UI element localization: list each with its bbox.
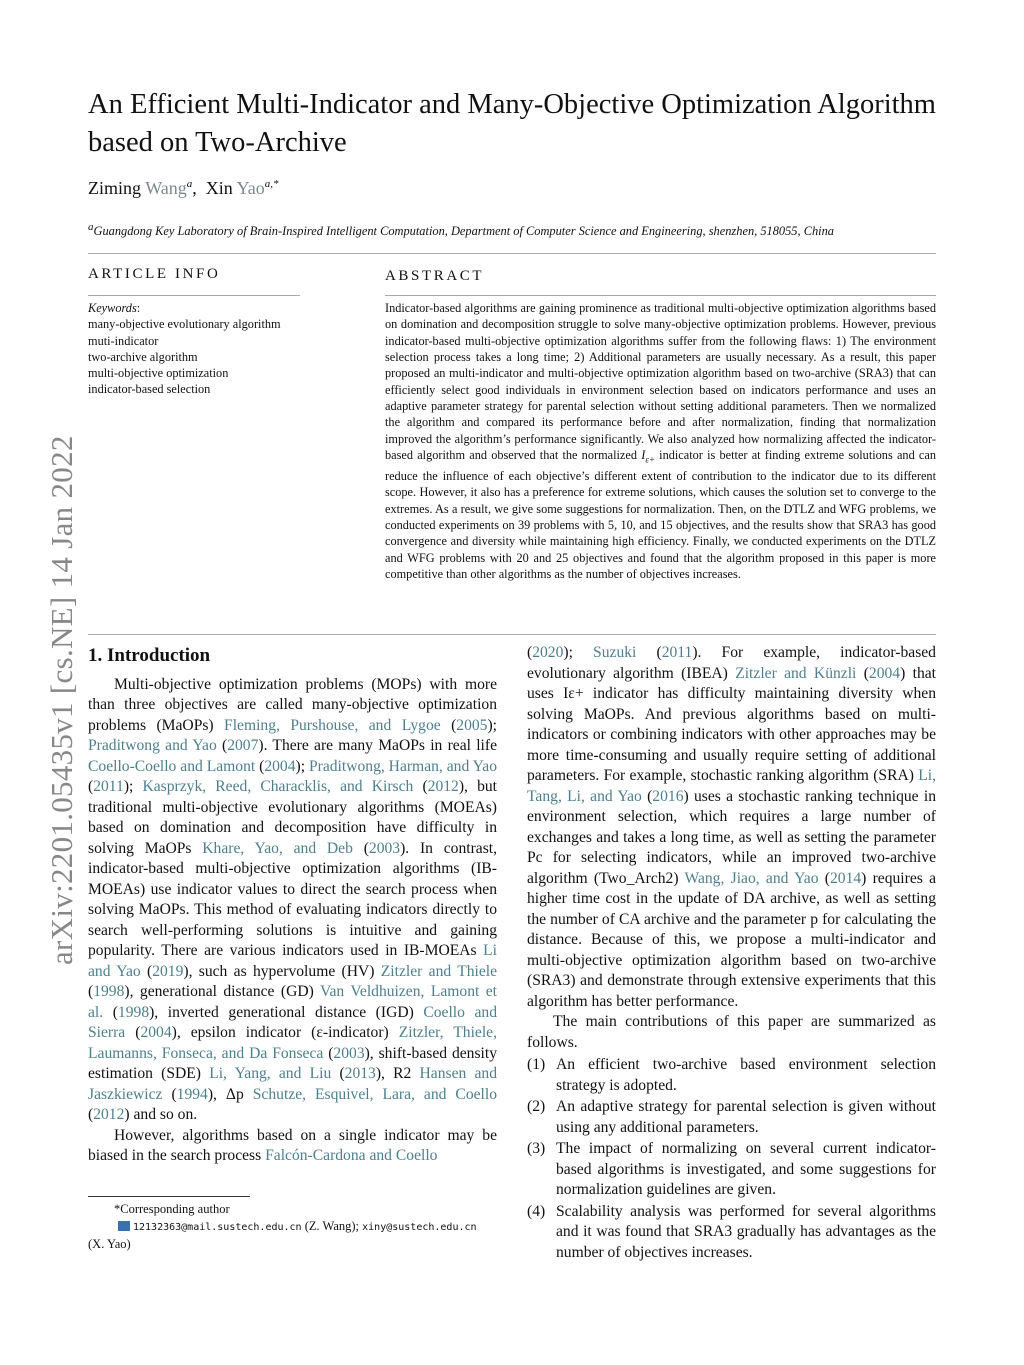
list-item	[527, 1139, 936, 1201]
email-link[interactable]: xiny@sustech.edu.cn	[362, 1222, 477, 1233]
author-sup: a	[186, 178, 193, 190]
left-column	[88, 646, 497, 1167]
text-run: ). In contrast, indicator-based multi-objective optimization algorithms (IB-MOEAs) use indicator values to direct the search process when solving MaOPs. This method of evaluating indicators directly to search well-performing solutions is intuitive and gaining popularity. There are various indicators used in IB-MOEAs	[88, 839, 498, 959]
text-run: (	[440, 716, 457, 734]
email-link[interactable]: 12132363@mail.sustech.edu.cn	[133, 1222, 302, 1233]
item-text: An efficient two-archive based environment selection strategy is adopted.	[556, 1056, 936, 1094]
citation-link[interactable]: 2004	[140, 1024, 172, 1041]
text-run: Multi-objective optimization problems (MOPs) with more than three objectives are called many-objective optimization problems (MaOPs)	[88, 675, 497, 734]
author-first: Xin	[205, 178, 233, 198]
text-run: However, algorithms based on a single indicator may be biased in the search process	[88, 1126, 497, 1164]
text-run: ) requires a higher time cost in the update of DA archive, as well as setting the number of CA archive and the parameter p for calculating the distance. Because of this, we propose a multi-indicator and multi-objective optimization algorithm based on two-archive (SRA3) and demonstrate through extensive experiments that this algorithm has better performance.	[527, 869, 936, 1010]
item-number: (2)	[527, 1098, 546, 1115]
text-run: (	[140, 962, 153, 980]
citation-link[interactable]: Zitzler and Künzli	[735, 664, 857, 682]
citation-link[interactable]: 1994	[176, 1085, 208, 1103]
divider	[88, 634, 936, 635]
text-run: ). There are many MaOPs in real life	[258, 737, 497, 754]
text-run: (	[103, 1003, 118, 1021]
text-run: ) uses a stochastic ranking technique in environment selection, which requires a large number of exchanges and takes a long time, as well as setting the parameter Pc for selecting indicators, while an improved two-archive algorithm (Two_Arch2)	[527, 787, 937, 887]
math-sub: ε+	[645, 454, 655, 465]
citation-link[interactable]: Coello and Sierra	[88, 1003, 497, 1041]
right-column	[527, 643, 936, 1264]
citation-link[interactable]: 2005	[456, 716, 488, 734]
citation-link[interactable]: 2003	[333, 1044, 365, 1062]
citation-link[interactable]: 2007	[227, 737, 259, 754]
citation-link[interactable]: 2012	[93, 1106, 125, 1123]
text-run: (	[323, 1044, 334, 1062]
citation-link[interactable]: Zitzler and Thiele	[380, 962, 498, 980]
keywords: Keywords: many-objective evolutionary algorithm muti-indicator two-archive algorithm multi-objective optimization indicator-based selection	[88, 300, 308, 398]
author-last-link[interactable]: Wang	[145, 178, 187, 198]
citation-link[interactable]: Praditwong, Harman, and Yao	[308, 757, 497, 775]
citation-link[interactable]: Li, Tang, Li, and Yao	[527, 767, 936, 805]
abstract-heading: ABSTRACT	[385, 268, 485, 284]
citation-link[interactable]: Li, Yang, and Liu	[209, 1065, 332, 1082]
arxiv-stamp: arXiv:2201.05435v1 [cs.NE] 14 Jan 2022	[44, 435, 79, 965]
text-run: ), R2	[375, 1065, 420, 1082]
text-run: ), but traditional multi-objective evolutionary algorithms (MOEAs) based on domination and decomposition have difficulty in solving MaOPs	[88, 778, 498, 857]
text-run: (	[162, 1085, 177, 1103]
citation-link[interactable]: Suzuki	[593, 644, 637, 661]
text-run: (	[255, 757, 265, 775]
abstract-text	[385, 300, 936, 582]
text-run: (	[216, 737, 228, 754]
item-number: (3)	[527, 1140, 546, 1157]
citation-link[interactable]: Van Veldhuizen, Lamont et al.	[88, 983, 498, 1021]
paragraph	[88, 675, 497, 1126]
citation-link[interactable]: 2019	[152, 962, 184, 980]
item-text: The impact of normalizing on several current indicator-based algorithms is investigated, and some suggestions for normalization guidelines are given.	[556, 1140, 936, 1198]
keyword: multi-objective optimization	[88, 366, 229, 381]
citation-link[interactable]: Schutze, Esquivel, Lara, and Coello	[252, 1085, 497, 1103]
citation-link[interactable]: 1998	[93, 983, 125, 1000]
text-run: ) and so on.	[124, 1106, 198, 1123]
text-run: );	[563, 644, 594, 661]
divider	[385, 295, 936, 296]
list-item	[527, 1097, 936, 1138]
text-run: ), shift-based density estimation (SDE)	[88, 1044, 497, 1082]
text-run: (	[413, 778, 428, 795]
citation-link[interactable]: Hansen and Jaszkiewicz	[88, 1065, 497, 1103]
citation-link[interactable]: 2012	[427, 778, 459, 795]
author-first: Ziming	[88, 178, 141, 198]
divider	[88, 295, 300, 296]
paragraph	[88, 1126, 497, 1167]
citation-link[interactable]: 2004	[868, 664, 901, 682]
footnote	[88, 1201, 508, 1253]
text-run: ), epsilon indicator (ε-indicator)	[171, 1024, 399, 1041]
citation-link[interactable]: 2011	[661, 644, 693, 661]
affiliation	[88, 221, 938, 239]
keywords-label: Keywords	[88, 301, 137, 315]
author-sup: a,*	[264, 178, 279, 190]
citation-link[interactable]: 2011	[93, 778, 124, 795]
paragraph-continued	[527, 643, 936, 1012]
citation-link[interactable]: Falcón-Cardona and Coello	[265, 1147, 438, 1164]
citation-link[interactable]: Khare, Yao, and Deb	[202, 839, 353, 857]
affil-text: Guangdong Key Laboratory of Brain-Inspired Intelligent Computation, Department of Computer Science and Engineering, shenzhen, 518055, China	[93, 224, 834, 239]
item-number: (4)	[527, 1202, 546, 1220]
text-run: ), inverted generational distance (IGD)	[149, 1003, 424, 1021]
citation-link[interactable]: Praditwong and Yao	[88, 737, 217, 754]
section-heading: 1. Introduction	[88, 645, 211, 666]
text-run: (	[856, 664, 869, 682]
corresponding-note: *Corresponding author	[114, 1202, 230, 1216]
contributions-list	[527, 1055, 936, 1263]
math-symbol: I	[641, 448, 646, 463]
citation-link[interactable]: Wang, Jiao, and Yao	[684, 869, 819, 887]
text-run: ). For example, indicator-based evolutionary algorithm (IBEA)	[527, 644, 936, 682]
citation-link[interactable]: 2014	[829, 869, 862, 887]
text-run: );	[487, 716, 497, 734]
text-run: ), such as hypervolume (HV)	[183, 962, 381, 980]
keyword: muti-indicator	[88, 333, 159, 348]
article-info-heading: ARTICLE INFO	[88, 266, 221, 282]
text-run: (	[88, 983, 94, 1000]
citation-link[interactable]: 2013	[344, 1065, 376, 1082]
list-item	[527, 1202, 936, 1264]
affil-sup: a	[88, 221, 94, 233]
email-owner: (X. Yao)	[88, 1237, 131, 1251]
citation-link[interactable]: 1998	[117, 1003, 150, 1021]
author-last-link[interactable]: Yao	[236, 178, 265, 198]
citation-link[interactable]: Coello-Coello and Lamont	[88, 757, 256, 775]
text-run: (	[641, 787, 653, 805]
citation-link[interactable]: Li and Yao	[88, 942, 497, 980]
citation-link[interactable]: 2020	[532, 644, 564, 661]
keyword: two-archive algorithm	[88, 349, 198, 364]
text-run: ), generational distance (GD)	[124, 983, 320, 1000]
text-run: (	[636, 644, 662, 661]
text-run: );	[295, 757, 309, 775]
citation-link[interactable]: 2016	[652, 787, 684, 805]
citation-link[interactable]: Kasprzyk, Reed, Characklis, and Kirsch	[142, 778, 414, 795]
item-number: (1)	[527, 1056, 546, 1073]
citation-link[interactable]: Zitzler, Thiele, Laumanns, Fonseca, and Da Fonseca	[88, 1024, 497, 1062]
text-run: (	[331, 1065, 345, 1082]
text-run: (	[125, 1024, 141, 1041]
abstract-part: indicator is better at finding extreme solutions and can reduce the influence of each objective’s different extent of contribution to the indicator due to its different scope. However, it also has a preference for extreme solutions, which causes the solution set to converge to the extremes. As a result, we give some suggestions for normalization. Then, on the DTLZ and WFG problems, we conducted experiments on 39 problems with 5, 10, and 15 objectives, and the results show that SRA3 has good convergence and diversity while maintaining high efficiency. Finally, we conducted experiments on the DTLZ and WFG problems with 20 and 25 objectives and found that the algorithm proposed in this paper is more competitive than other algorithms as the number of objectives increases.	[385, 448, 936, 581]
citation-link[interactable]: 2003	[368, 839, 401, 857]
text-run: (	[818, 869, 830, 887]
text-run: ) that uses Iε+ indicator has difficulty maintaining diversity when solving MaOPs. And previous algorithms based on multi-indicators or combining indicators with other approaches may be more time-consuming and usually require setting of additional parameters. For example, stochastic ranking algorithm (SRA)	[527, 664, 936, 784]
divider	[88, 253, 936, 254]
citation-link[interactable]: 2004	[264, 757, 296, 775]
email-icon	[118, 1221, 130, 1231]
keyword: indicator-based selection	[88, 382, 211, 397]
text-run: (	[88, 1106, 94, 1123]
footnote-rule	[88, 1196, 250, 1197]
abstract-part: Indicator-based algorithms are gaining prominence as traditional multi-objective optimization algorithms based on domination and decomposition struggle to solve many-objective optimization problems. However, previous indicator-based multi-objective optimization algorithms suffer from the following flaws: 1) The environment selection process takes a long time; 2) Additional parameters are usually necessary. As a result, this paper proposed an multi-indicator and multi-objective optimization algorithm based on two-archive (SRA3) that can efficiently select good individuals in environment selection based on indicators performance and uses an adaptive parameter strategy for parental selection without setting additional parameters. Then we normalized the algorithm and compared its performance before and after normalization, finding that normalization improved the algorithm’s performance significantly. We also analyzed how normalizing affected the indicator-based algorithm and observed that the normalized	[385, 301, 936, 463]
paper-title: An Efficient Multi-Indicator and Many-Objective Optimization Algorithm based on Two-Archive	[88, 89, 936, 158]
email-owner: (Z. Wang);	[301, 1219, 363, 1233]
text-run: ), Δp	[207, 1085, 253, 1103]
text-run: (	[352, 839, 369, 857]
citation-link[interactable]: Fleming, Purshouse, and Lygoe	[224, 716, 441, 734]
keyword: many-objective evolutionary algorithm	[88, 317, 281, 332]
item-text: An adaptive strategy for parental selection is given without using any additional parameters.	[556, 1098, 936, 1136]
text-run: );	[123, 778, 143, 795]
text-run: (	[88, 778, 94, 795]
text-run: (	[527, 644, 533, 661]
item-text: Scalability analysis was performed for several algorithms and it was found that SRA3 gradually has advantages as the number of objectives increases.	[556, 1202, 936, 1261]
paragraph: The main contributions of this paper are summarized as follows.	[527, 1013, 936, 1051]
list-item	[527, 1055, 936, 1096]
authors: Ziming Wang$^a$, Xin Yao$^{a,*}$	[88, 178, 279, 198]
